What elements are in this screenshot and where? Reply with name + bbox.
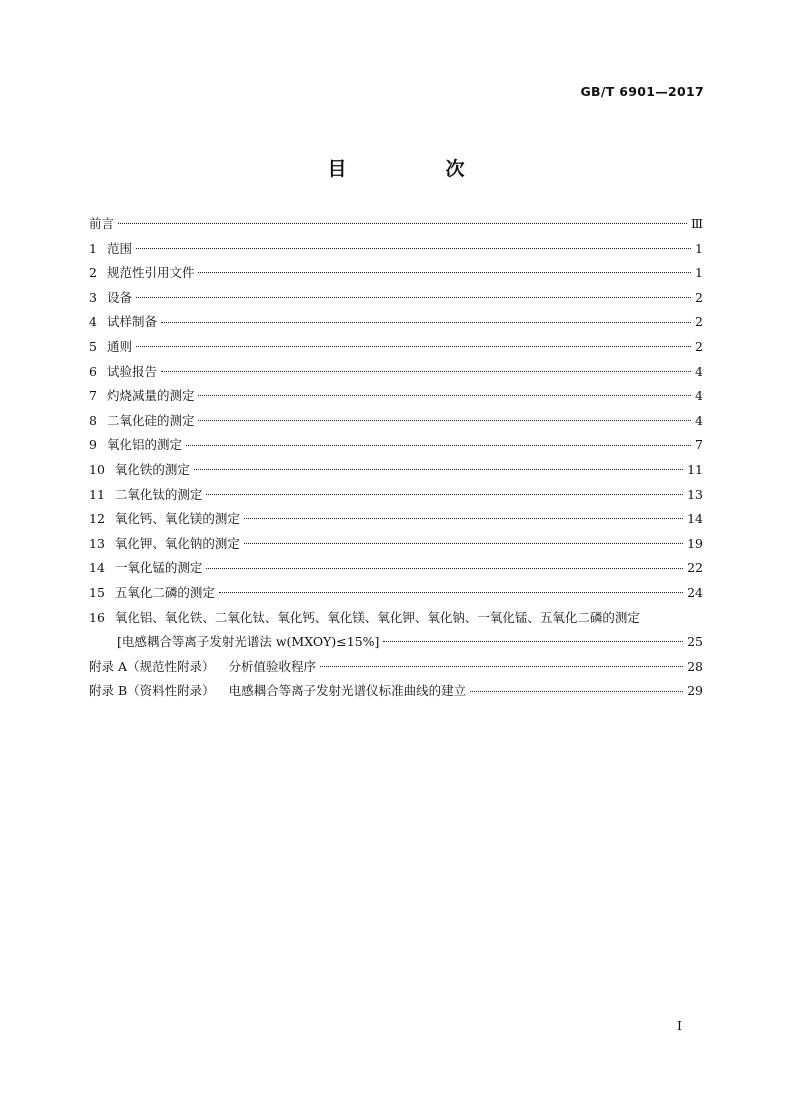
appendix-title: 电感耦合等离子发射光谱仪标准曲线的建立 bbox=[228, 683, 467, 699]
dot-leader bbox=[219, 591, 683, 593]
toc-entry-page: 2 bbox=[695, 338, 703, 354]
toc-entry-number: 16 bbox=[89, 609, 105, 625]
toc-entry-page: 7 bbox=[695, 437, 703, 453]
dot-leader bbox=[136, 247, 691, 249]
toc-entry-text: 二氧化钛的测定 bbox=[114, 486, 203, 502]
dot-leader bbox=[383, 640, 683, 642]
toc-entry-number: 13 bbox=[89, 535, 105, 551]
toc-entry-page: 14 bbox=[687, 511, 703, 527]
toc-entry-page: 1 bbox=[695, 265, 703, 281]
standard-code: GB/T 6901—2017 bbox=[580, 84, 704, 99]
toc-entry[interactable] bbox=[89, 411, 703, 436]
toc-entry[interactable] bbox=[89, 558, 703, 583]
dot-leader bbox=[161, 321, 691, 323]
toc-entry[interactable] bbox=[89, 435, 703, 460]
toc-entry-page: 22 bbox=[687, 560, 703, 576]
toc-entry[interactable] bbox=[89, 362, 703, 387]
toc-entry-text: 氧化钙、氧化镁的测定 bbox=[114, 511, 240, 527]
toc-entry-number: 8 bbox=[89, 412, 97, 428]
dot-leader bbox=[206, 493, 683, 495]
toc-entry[interactable] bbox=[89, 239, 703, 264]
toc-entry-text: 灼烧减量的测定 bbox=[106, 388, 195, 404]
toc-entry-page: 11 bbox=[687, 461, 703, 477]
toc-entry-page: 4 bbox=[695, 412, 703, 428]
toc-entry-number: 6 bbox=[89, 363, 97, 379]
dot-leader bbox=[320, 665, 683, 667]
toc-entry[interactable] bbox=[89, 583, 703, 608]
dot-leader bbox=[136, 345, 691, 347]
appendix-label: 附录 B（资料性附录） bbox=[89, 683, 215, 699]
toc-entry-text: 五氧化二磷的测定 bbox=[114, 584, 215, 600]
toc-entry-page: 4 bbox=[695, 363, 703, 379]
toc-entry-text: 规范性引用文件 bbox=[106, 265, 195, 281]
toc-entry-page: 24 bbox=[687, 584, 703, 600]
toc-entry-number: 5 bbox=[89, 338, 97, 354]
toc-entry[interactable] bbox=[89, 337, 703, 362]
appendix-page: 28 bbox=[687, 658, 703, 674]
toc-entry-page: 19 bbox=[687, 535, 703, 551]
toc-entry-number: 15 bbox=[89, 584, 105, 600]
toc-entry-text: 通则 bbox=[106, 338, 132, 354]
toc-entry-text: 二氧化硅的测定 bbox=[106, 412, 195, 428]
toc-entry-text: 氧化钾、氧化钠的测定 bbox=[114, 535, 240, 551]
toc-entry-text: 氧化铁的测定 bbox=[114, 461, 190, 477]
toc-entry[interactable] bbox=[89, 288, 703, 313]
appendix-label: 附录 A（规范性附录） bbox=[89, 658, 215, 674]
dot-leader bbox=[186, 444, 691, 446]
dot-leader bbox=[244, 542, 683, 544]
page-number: I bbox=[677, 1018, 682, 1033]
dot-leader bbox=[470, 690, 683, 692]
appendix-page: 29 bbox=[687, 683, 703, 699]
appendix-entry[interactable] bbox=[89, 657, 703, 682]
toc-entry[interactable] bbox=[89, 460, 703, 485]
toc-entry[interactable] bbox=[89, 485, 703, 510]
dot-leader bbox=[198, 419, 691, 421]
dot-leader bbox=[136, 296, 691, 298]
toc-entry-page: 13 bbox=[687, 486, 703, 502]
toc-entry-text: 设备 bbox=[106, 289, 132, 305]
dot-leader bbox=[118, 222, 687, 224]
toc-entry-number: 4 bbox=[89, 314, 97, 330]
dot-leader bbox=[244, 517, 683, 519]
table-of-contents bbox=[89, 214, 703, 706]
page-title: 目 次 bbox=[327, 158, 505, 180]
appendix-entry[interactable] bbox=[89, 681, 703, 706]
toc-entry-text-continued: [电感耦合等离子发射光谱法 w(MXOY)≤15%] bbox=[117, 634, 380, 650]
toc-entry-page: 25 bbox=[687, 634, 703, 650]
toc-entry-text: 一氧化锰的测定 bbox=[114, 560, 203, 576]
toc-entry-page: Ⅲ bbox=[690, 216, 703, 231]
toc-entry[interactable] bbox=[89, 312, 703, 337]
toc-entry-number: 2 bbox=[89, 265, 97, 281]
toc-entry[interactable] bbox=[89, 263, 703, 288]
toc-entry-text: 前言 bbox=[89, 216, 115, 231]
dot-leader bbox=[161, 370, 691, 372]
toc-entry[interactable] bbox=[89, 214, 703, 239]
toc-entry-page: 4 bbox=[695, 388, 703, 404]
toc-entry-16[interactable] bbox=[89, 608, 703, 657]
toc-entry-number: 7 bbox=[89, 388, 97, 404]
dot-leader bbox=[198, 271, 691, 273]
toc-entry[interactable] bbox=[89, 509, 703, 534]
toc-entry-text: 氧化铝的测定 bbox=[106, 437, 182, 453]
toc-entry-text: 试验报告 bbox=[106, 363, 157, 379]
toc-entry-number: 10 bbox=[89, 461, 105, 477]
dot-leader bbox=[198, 394, 691, 396]
toc-entry-text: 范围 bbox=[106, 240, 132, 256]
toc-entry-number: 14 bbox=[89, 560, 105, 576]
toc-entry-text: 试样制备 bbox=[106, 314, 157, 330]
toc-entry-number: 1 bbox=[89, 240, 97, 256]
toc-entry-number: 11 bbox=[89, 486, 105, 502]
toc-entry-text: 氧化铝、氧化铁、二氧化钛、氧化钙、氧化镁、氧化钾、氧化钠、一氧化锰、五氧化二磷的测定 bbox=[114, 609, 640, 625]
toc-entry-number: 9 bbox=[89, 437, 97, 453]
toc-entry[interactable] bbox=[89, 534, 703, 559]
toc-entry[interactable] bbox=[89, 386, 703, 411]
toc-entry-number: 3 bbox=[89, 289, 97, 305]
dot-leader bbox=[194, 468, 683, 470]
dot-leader bbox=[206, 567, 683, 569]
toc-entry-page: 1 bbox=[695, 240, 703, 256]
appendix-title: 分析值验收程序 bbox=[228, 658, 317, 674]
toc-entry-page: 2 bbox=[695, 289, 703, 305]
toc-entry-page: 2 bbox=[695, 314, 703, 330]
toc-entry-number: 12 bbox=[89, 511, 105, 527]
